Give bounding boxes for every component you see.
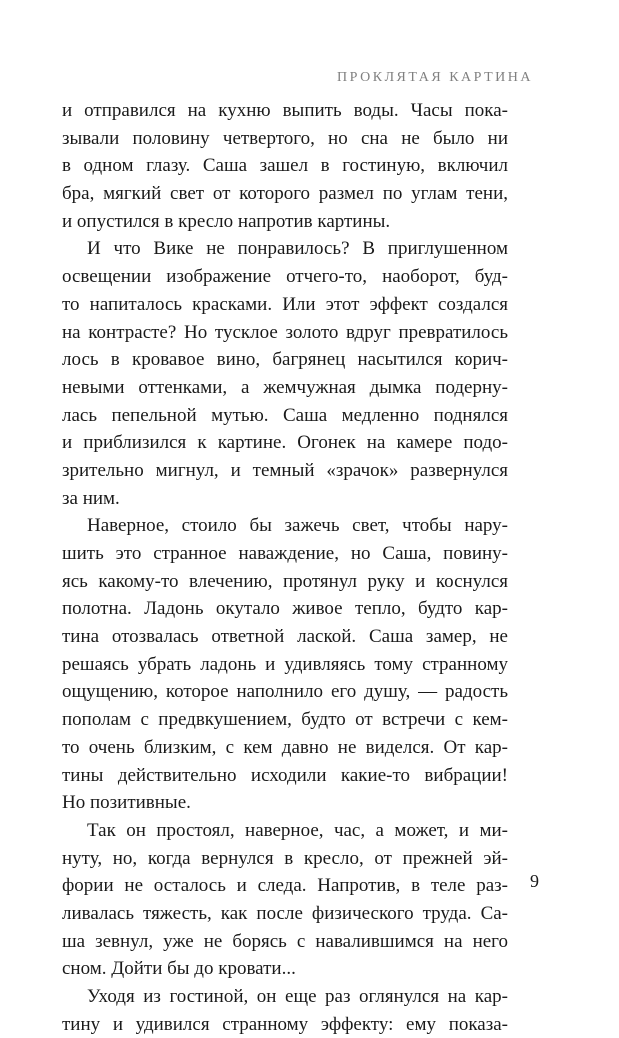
text-line: Наверное, стоило бы зажечь свет, чтобы нару- bbox=[87, 515, 508, 537]
text-line: на контрасте? Но тусклое золото вдруг превратилось bbox=[62, 321, 508, 343]
text-line: тины действительно исходили какие-то вибрации! bbox=[62, 764, 508, 786]
text-line: ясь какому-то влечению, протянул руку и коснулся bbox=[62, 570, 508, 592]
text-line: зрительно мигнул, и темный «зрачок» развернулся bbox=[62, 459, 508, 481]
text-line: в одном глазу. Саша зашел в гостиную, включил bbox=[62, 155, 508, 177]
text-line: освещении изображение отчего-то, наоборот, буд- bbox=[62, 266, 508, 288]
text-line: за ним. bbox=[62, 487, 120, 509]
text-line: Но позитивные. bbox=[62, 792, 191, 814]
text-line: фории не осталось и следа. Напротив, в теле раз- bbox=[62, 875, 508, 897]
text-line: Так он простоял, наверное, час, а может, и ми- bbox=[87, 819, 508, 841]
text-line: невыми оттенками, а жемчужная дымка подерну- bbox=[62, 376, 508, 398]
text-line: нуту, но, когда вернулся в кресло, от прежней эй- bbox=[62, 847, 508, 869]
text-line: лось в кровавое вино, багрянец насытился корич- bbox=[62, 349, 508, 371]
text-line: и опустился в кресло напротив картины. bbox=[62, 210, 391, 232]
text-line: ощущению, которое наполнило его душу, — радость bbox=[62, 681, 508, 703]
text-line: лась пепельной мутью. Саша медленно поднялся bbox=[62, 404, 508, 426]
running-head: ПРОКЛЯТАЯ КАРТИНА bbox=[337, 70, 533, 85]
text-line: тину и удивился странному эффекту: ему показа- bbox=[62, 1013, 508, 1035]
text-line: решаясь убрать ладонь и удивляясь тому странному bbox=[62, 653, 508, 675]
text-line: зывали половину четвертого, но сна не было ни bbox=[62, 127, 508, 149]
body-text bbox=[62, 97, 508, 1038]
text-line: ливалась тяжесть, как после физического труда. Са- bbox=[62, 902, 508, 924]
page-number: 9 bbox=[530, 871, 539, 891]
text-line: пополам с предвкушением, будто от встречи с кем- bbox=[62, 709, 508, 731]
text-line: шить это странное наваждение, но Саша, повину- bbox=[62, 543, 508, 564]
text-line: бра, мягкий свет от которого размел по углам тени, bbox=[62, 183, 508, 205]
text-line: и отправился на кухню выпить воды. Часы пока- bbox=[62, 100, 508, 121]
text-line: тина отозвалась ответной лаской. Саша замер, не bbox=[62, 626, 508, 648]
text-line: то напиталось красками. Или этот эффект создался bbox=[62, 293, 508, 315]
text-line: то очень близким, с кем давно не виделся. От кар- bbox=[62, 736, 508, 758]
text-line: И что Вике не понравилось? В приглушенном bbox=[87, 238, 508, 260]
text-line: и приблизился к картине. Огонек на камере подо- bbox=[62, 432, 508, 454]
text-line: ша зевнул, уже не борясь с навалившимся на него bbox=[62, 930, 508, 952]
text-line: полотна. Ладонь окутало живое тепло, будто кар- bbox=[62, 598, 508, 620]
text-line: сном. Дойти бы до кровати... bbox=[62, 958, 296, 980]
text-line: Уходя из гостиной, он еще раз оглянулся на кар- bbox=[87, 986, 508, 1007]
